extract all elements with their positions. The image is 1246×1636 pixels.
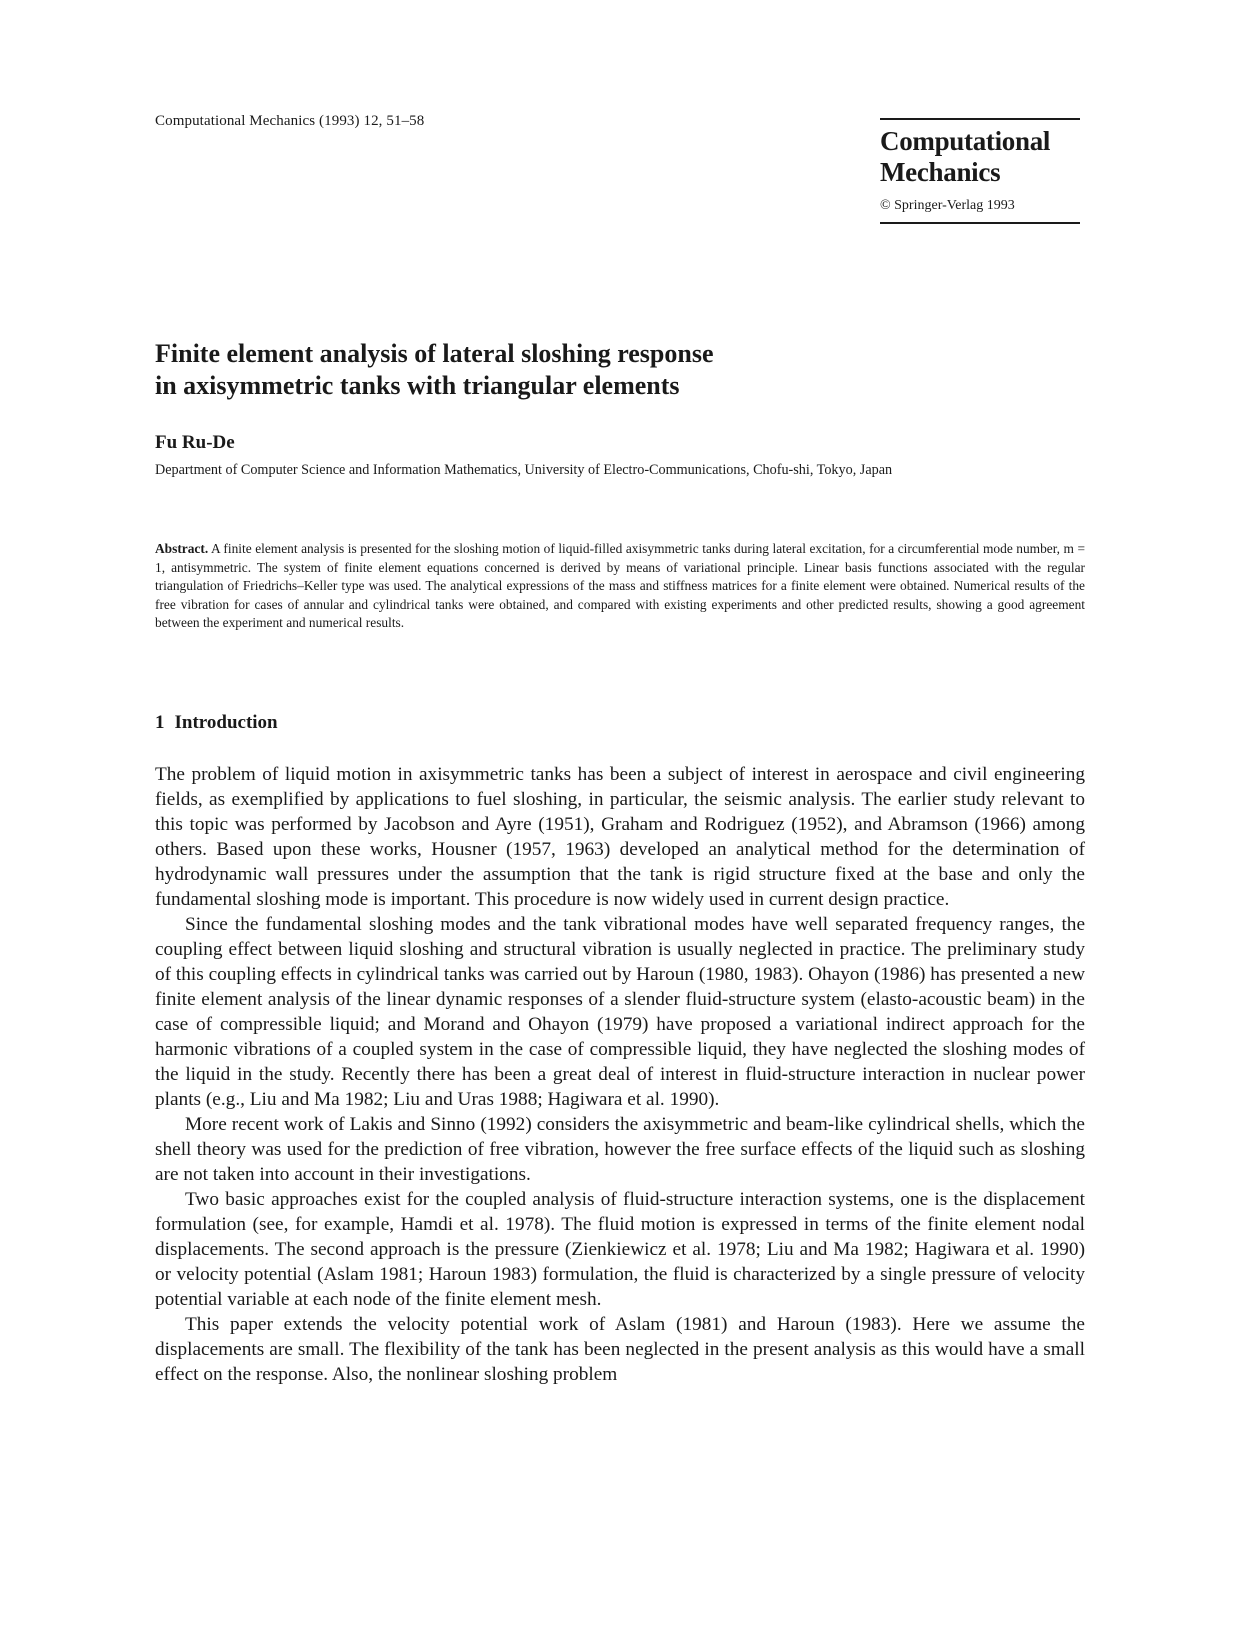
abstract-text: A finite element analysis is presented for the sloshing motion of liquid-filled axisymmetric tanks during lateral excitation, for a circumferential mode number, m = 1, antisymmetric. The system of finite element equations concerned is derived by means of variational principle. Linear basis functions associated with the regular triangulation of Friedrichs–Keller type was used. The analytical expressions of the mass and stiffness matrices for a finite element were obtained. Numerical results of the free vibration for cases of annular and cylindrical tanks were obtained, and compared with existing experiments and other predicted results, showing a good agreement between the experiment and numerical results. [155,541,1085,630]
abstract [155,540,1085,633]
journal-name-line2: Mechanics [880,157,1001,187]
abstract-label: Abstract. [155,541,209,556]
paragraph: Two basic approaches exist for the coupled analysis of fluid-structure interaction systems, one is the displacement formulation (see, for example, Hamdi et al. 1978). The fluid motion is expressed in terms of the finite element nodal displacements. The second approach is the pressure (Zienkiewicz et al. 1978; Liu and Ma 1982; Hagiwara et al. 1990) or velocity potential (Aslam 1981; Haroun 1983) formulation, the fluid is characterized by a single pressure of velocity potential variable at each node of the finite element mesh. [155,1189,1085,1310]
paper-title-line2: in axisymmetric tanks with triangular elements [155,371,680,400]
body-text [155,762,1085,1387]
author-affiliation: Department of Computer Science and Information Mathematics, University of Electro-Communications, Chofu-shi, Tokyo, Japan [155,462,893,478]
journal-citation: Computational Mechanics (1993) 12, 51–58 [155,113,425,129]
paper-title-line1: Finite element analysis of lateral sloshing response [155,339,714,368]
section-title: Introduction [174,712,278,733]
journal-name-line1: Computational [880,126,1051,156]
paragraph: The problem of liquid motion in axisymmetric tanks has been a subject of interest in aerospace and civil engineering fields, as exemplified by applications to fuel sloshing, in particular, the seismic analysis. The earlier study relevant to this topic was performed by Jacobson and Ayre (1951), Graham and Rodriguez (1952), and Abramson (1966) among others. Based upon these works, Housner (1957, 1963) developed an analytical method for the determination of hydrodynamic wall pressures under the assumption that the tank is rigid structure fixed at the base and only the fundamental sloshing mode is important. This procedure is now widely used in current design practice. [155,764,1085,910]
author-name: Fu Ru-De [155,432,235,453]
copyright-notice: © Springer-Verlag 1993 [880,198,1015,213]
paragraph: Since the fundamental sloshing modes and the tank vibrational modes have well separated frequency ranges, the coupling effect between liquid sloshing and structural vibration is usually neglected in practice. The preliminary study of this coupling effects in cylindrical tanks was carried out by Haroun (1980, 1983). Ohayon (1986) has presented a new finite element analysis of the linear dynamic responses of a slender fluid-structure system (elasto-acoustic beam) in the case of compressible liquid; and Morand and Ohayon (1979) have proposed a variational indirect approach for the harmonic vibrations of a coupled system in the case of compressible liquid, they have neglected the sloshing modes of the liquid in the study. Recently there has been a great deal of interest in fluid-structure interaction in nuclear power plants (e.g., Liu and Ma 1982; Liu and Uras 1988; Hagiwara et al. 1990). [155,914,1085,1110]
section-number: 1 [155,712,165,733]
paper-title [155,338,1055,402]
section-heading [155,712,278,734]
journal-brand-block [880,118,1080,224]
paragraph: More recent work of Lakis and Sinno (1992) considers the axisymmetric and beam-like cylindrical shells, which the shell theory was used for the prediction of free vibration, however the free surface effects of the liquid such as sloshing are not taken into account in their investigations. [155,1114,1085,1185]
paragraph: This paper extends the velocity potential work of Aslam (1981) and Haroun (1983). Here we assume the displacements are small. The flexibility of the tank has been neglected in the present analysis as this would have a small effect on the response. Also, the nonlinear sloshing problem [155,1314,1085,1385]
